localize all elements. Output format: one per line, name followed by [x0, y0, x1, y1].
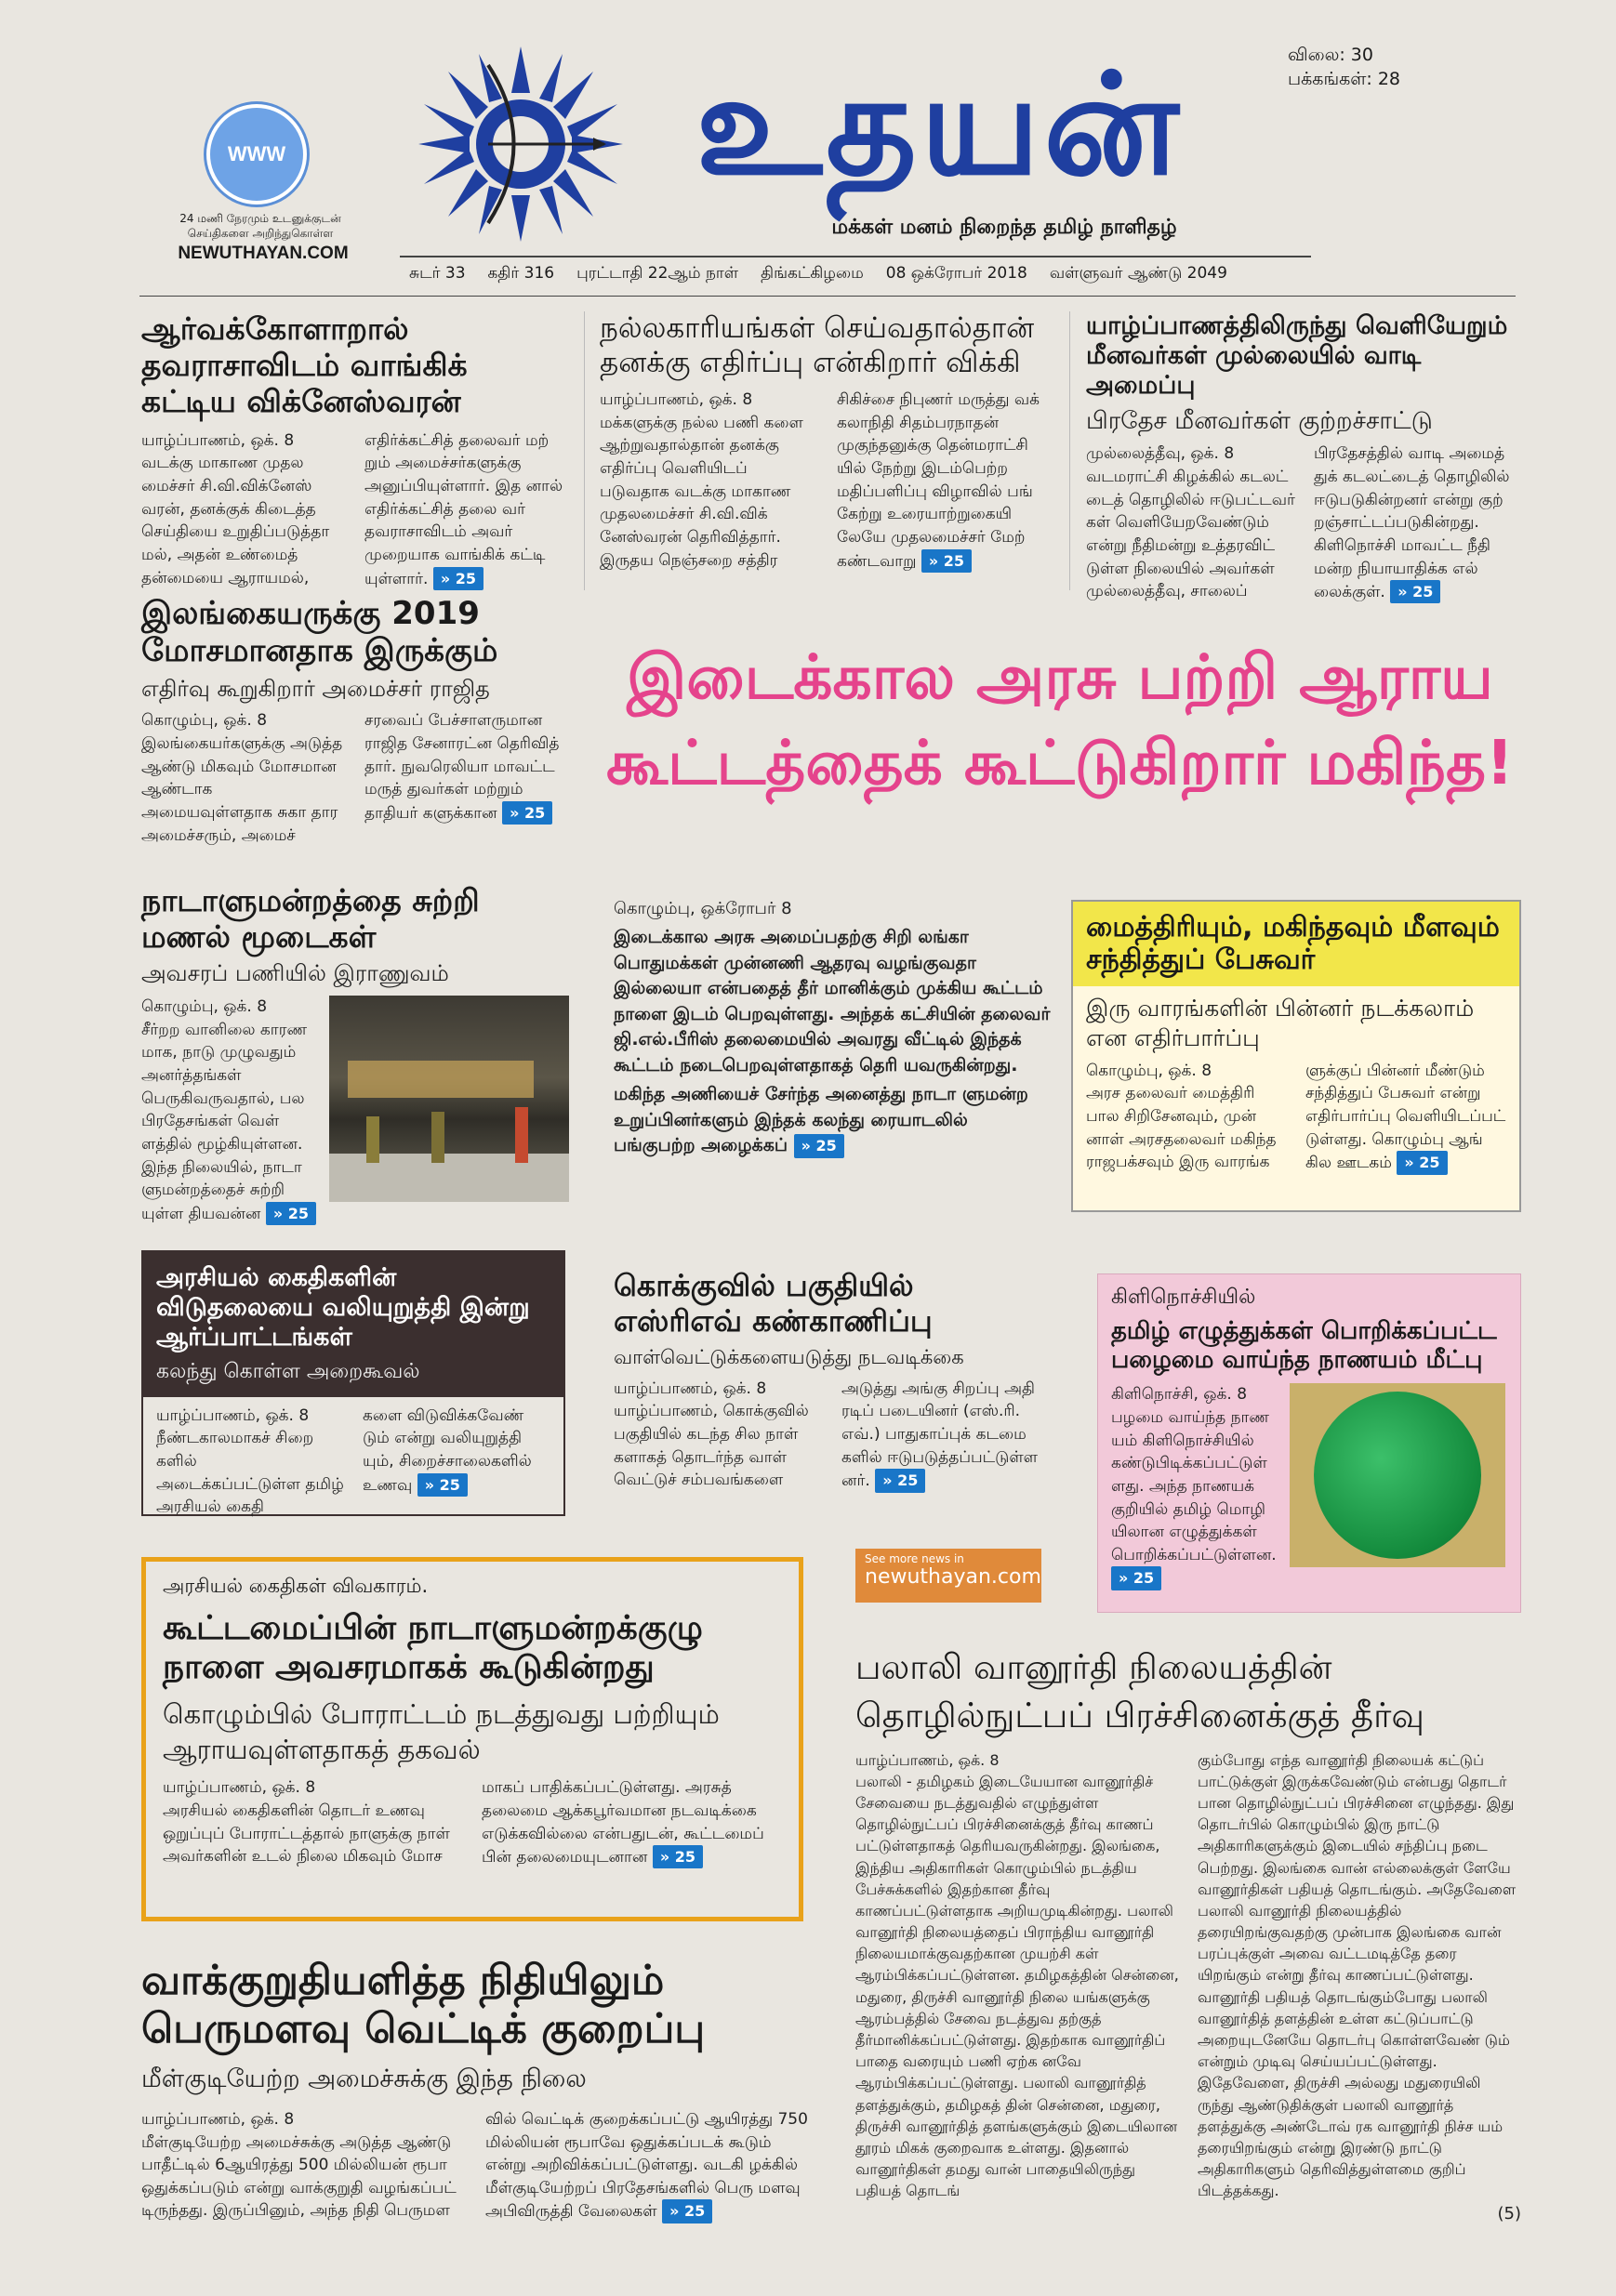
headline[interactable]: யாழ்ப்பாணத்திலிருந்து வெளியேறும் மீனவர்கள் முல்லையில் வாடி அமைப்பு — [1086, 311, 1508, 400]
subhead: அவசரப் பணியில் இராணுவம் — [141, 959, 449, 986]
story-2019 — [141, 595, 569, 847]
headline[interactable]: நல்லகாரியங்கள் செய்வதால்தான் தனக்கு எதிர்ப்பு என்கிறார் விக்கி — [600, 311, 1035, 379]
lead-headline-line1: இடைக்கால அரசு பற்றி ஆராய — [627, 641, 1493, 713]
story-palaly — [855, 1643, 1521, 2226]
subhead: வாள்வெட்டுக்களையடுத்து நடவடிக்கை — [614, 1345, 964, 1368]
headline[interactable]: அரசியல் கைதிகளின் விடுதலையை வலியுறுத்தி இன்று ஆர்ப்பாட்டங்கள் — [156, 1263, 530, 1352]
story-col: கும்போது எந்த வானூர்தி நிலையக் கட்டுப் பாட்டுக்குள் இருக்கவேண்டும் என்பது தொடர் பான தொழில்நுட்பப் பிரச்சினை எழுந்தது. இது தொடர்பில் கொழும்பில் இரு நாட்டு அதிகாரிகளுக்கும் இடையில் சந்திப்பு நடை பெற்றது. இலங்கை வான் எல்லைக்குள் ளேயே வானூர்திகள் பதியத் தொடங்கும். அதேவேளை பலாலி வானூர்தி நிலையத்தில் தரையிறங்குவதற்கு முன்பாக இலங்கை வான் பரப்புக்குள் அவை வட்டமடித்தே தரை யிறங்கும் என்று தீர்வு காணப்பட்டுள்ளது. வானூர்தி பதியத் தொடங்கும்போது பலாலி வானூர்தித் தளத்தின் உள்ள கட்டுப்பாட்டு அறையுடனேயே தொடர்பு கொள்ளவேண் டும் என்றும் முடிவு செய்யப்பட்டுள்ளது. இதேவேளை, திருச்சி அல்லது மதுரையிலி ருந்து ஆண்டுதிக்குள் பலாலி வானூர்த் தளத்துக்கு அண்டோவ் ரக வானூர்தி நிச்ச யம் தரையிறங்கும் என்று இரண்டு நாட்டு அதிகாரிகளும் தெரிவித்துள்ளமை குறிப் பிடத்தக்கது. (5) — [1198, 1749, 1521, 2226]
lead-para: மகிந்த அணியைச் சேர்ந்த அனைத்து நாடா ளுமன்ற உறுப்பினர்களும் இந்தக் கலந்து ரையாடலில் பங்குபற்ற அழைக்கப் » 25 — [614, 1082, 1051, 1159]
story-col: வில் வெட்டிக் குறைக்கப்பட்டு ஆயிரத்து 750 மில்லியன் ரூபாவே ஒதுக்கப்படக் கூடும் என்று அறிவிக்கப்பட்டுள்ளது. வடகி ழக்கில் மீள்குடியேற்றப் பிரதேசங்களில் பெரு மளவு அபிவிருத்தி வேலைகள் » 25 — [485, 2108, 811, 2223]
story-maithiri — [1071, 900, 1521, 1212]
story-col: யாழ்ப்பாணம், ஒக். 8 அரசியல் கைதிகளின் தொடர் உணவு ஒறுப்புப் போராட்டத்தால் நாளுக்கு நாள் அவர்களின் உடல் நிலை மிகவும் மோச — [163, 1778, 450, 1867]
dark-header — [143, 1252, 563, 1397]
price: விலை: 30 — [1288, 45, 1373, 65]
continued-button[interactable]: » 25 — [502, 801, 552, 825]
lead-para: இடைக்கால அரசு அமைப்பதற்கு சிறி லங்கா பொதுமக்கள் முன்னணி ஆதரவு வழங்குவதா இல்லையா என்பதைத் தீர் மானிக்கும் முக்கிய கூட்டம் நாளை இடம் பெறவுள்ளது. அந்தக் கட்சியின் தலைவர் ஜி.எல்.பீரிஸ் தலைமையில் அவரது வீட்டில் இந்தக் கூட்டம் நடைபெறவுள்ளதாகத் தெரி யவருகின்றது. — [614, 927, 1051, 1075]
lead-story — [614, 897, 1051, 1159]
yellow-header — [1073, 902, 1519, 986]
story-prisoners-protest — [141, 1250, 565, 1516]
story-col: யாழ்ப்பாணம், ஒக். 8 யாழ்ப்பாணம், கொக்குவில் பகுதியில் கடந்த சில நாள் களாகத் தொடர்ந்த வாள் வெட்டுச் சம்பவங்களை — [614, 1379, 809, 1490]
subhead: இரு வாரங்களின் பின்னர் நடக்கலாம் என எதிர்பார்ப்பு — [1086, 994, 1475, 1052]
kicker: கிளிநொச்சியில் — [1111, 1286, 1256, 1309]
dateline-item: திங்கட்கிழமை — [761, 264, 864, 283]
story-vigneswaran — [141, 311, 569, 590]
continued-button[interactable]: » 25 — [875, 1469, 925, 1492]
story-vikki — [600, 311, 1055, 573]
sun-emblem-icon — [400, 37, 642, 251]
story-sandbags — [141, 883, 569, 1225]
story-body: கொழும்பு, ஒக். 8 சீர்றற வானிலை காரண மாக, நாடு முழுவதும் அனர்த்தங்கள் பெருகிவருவதால், பல பிரதேசங்கள் வெள் ளத்தில் மூழ்கியுள்ளன. இந்த நிலையில், நாடா ளுமன்றத்தைச் சுற்றி யுள்ள தியவன்ன » 25 — [141, 996, 318, 1225]
story-col: ளுக்குப் பின்னர் மீண்டும் சந்தித்துப் பேசுவர் என்று எதிர்பார்ப்பு வெளியிடப்பட் டுள்ளது. கொழும்பு ஆங் கில ஊடகம் » 25 — [1305, 1060, 1506, 1175]
story-col: யாழ்ப்பாணம், ஒக். 8 பலாலி - தமிழகம் இடையேயான வானூர்திச் சேவையை நடத்துவதில் எழுந்துள்ள தொழில்நுட்பப் பிரச்சினைக்குத் தீர்வு காணப் பட்டுள்ளதாகத் தெரியவருகின்றது. இலங்கை, இந்திய அதிகாரிகள் கொழும்பில் நடத்திய பேச்சுக்களில் இதற்கான தீர்வு காணப்பட்டுள்ளதாக அறியமுடிகின்றது. பலாலி வானூர்தி நிலையத்தைப் பிராந்திய வானூர்தி நிலையமாக்குவதற்கான முயற்சி கள் ஆரம்பிக்கப்பட்டுள்ளன. தமிழகத்தின் சென்னை, மதுரை, திருச்சி வானூர்தி நிலை யங்களுக்கு ஆரம்பத்தில் சேவை நடத்துவ தற்குத் தீர்மானிக்கப்பட்டுள்ளது. இதற்காக வானூர்திப் பாதை வரையும் பணி ஏற்க னவே ஆரம்பிக்கப்பட்டுள்ளது. பலாலி வானூர்தித் தளத்துக்கும், தமிழகத் தின் சென்னை, மதுரை, திருச்சி வானூர்தித் தளங்களுக்கும் இடையிலான தூரம் மிகக் குறைவாக உள்ளது. இதனால் வானூர்திகள் தமது வான் பாதையிலிருந்து பதியத் தொடங் — [855, 1750, 1179, 2200]
dateline-item: கதிர் 316 — [487, 264, 555, 283]
story-col: கொழும்பு, ஒக். 8 அரச தலைவர் மைத்திரி பால சிறிசேனவும், முன் னாள் அரசதலைவர் மகிந்த ராஜபக்சவும் இரு வாரங்க — [1086, 1061, 1277, 1172]
story-col: யாழ்ப்பாணம், ஒக். 8 நீண்டகாலமாகச் சிறை களில் அடைக்கப்பட்டுள்ள தமிழ் அரசியல் கைதி — [156, 1405, 344, 1517]
headline[interactable]: கூட்டமைப்பின் நாடாளுமன்றக்குழு நாளை அவசரமாகக் கூடுகின்றது — [163, 1609, 703, 1687]
story-col: கொழும்பு, ஒக். 8 இலங்கையர்களுக்கு அடுத்த ஆண்டு மிகவும் மோசமான ஆண்டாக அமையவுள்ளதாக சுகா தார அமைச்சரும், அமைச் — [141, 711, 343, 845]
story-col: அடுத்து அங்கு சிறப்பு அதி ரடிப் படையினர் (எஸ்.ரி. எவ்.) பாதுகாப்புக் கடமை களில் ஈடுபடுத்தப்பட்டுள்ள னர். » 25 — [841, 1378, 1051, 1493]
dateline-item: வள்ளுவர் ஆண்டு 2049 — [1049, 264, 1227, 283]
story-col: மாகப் பாதிக்கப்பட்டுள்ளது. அரசுத் தலைமை ஆக்கபூர்வமான நடவடிக்கை எடுக்கவில்லை என்பதுடன், கூட்டமைப் பின் தலைமையுடனான » 25 — [482, 1776, 782, 1869]
story-col: எதிர்க்கட்சித் தலைவர் மற் றும் அமைச்சர்களுக்கு அனுப்பியுள்ளார். இத னால் எதிர்க்கட்சித் தலை வர் தவராசாவிடம் அவர் முறையாக வாங்கிக் கட்டி யுள்ளார். » 25 — [364, 429, 569, 590]
story-body: கிளிநொச்சி, ஒக். 8 பழமை வாய்ந்த நாண யம் கிளிநொச்சியில் கண்டுபிடிக்கப்பட்டுள் ளது. அந்த நாணயக் குறியில் தமிழ் மொழி யிலான எழுத்துக்கள் பொறிக்கப்பட்டுள்ளன. » 25 — [1111, 1383, 1278, 1590]
lead-headline-line2: கூட்டத்தைக் கூட்டுகிறார் மகிந்த! — [605, 726, 1515, 798]
subhead: எதிர்வு கூறுகிறார் அமைச்சர் ராஜித — [141, 676, 490, 703]
continued-button[interactable]: » 25 — [653, 1845, 703, 1868]
continued-button[interactable]: » 25 — [1397, 1151, 1447, 1174]
dateline-item: சுடர் 33 — [409, 264, 466, 283]
kicker: அரசியல் கைதிகள் விவகாரம். — [163, 1575, 429, 1597]
story-col: யாழ்ப்பாணம், ஒக். 8 மக்களுக்கு நல்ல பணி களை ஆற்றுவதால்தான் தனக்கு எதிர்ப்பு வெளியிடப் படுவதாக வடக்கு மாகாண முதலமைச்சர் சி.வி.விக் னேஸ்வரன் தெரிவித்தார். இருதய நெஞ்சறை சத்திர — [600, 390, 803, 570]
continued-button[interactable]: » 25 — [1111, 1566, 1161, 1590]
www-globe-icon — [206, 104, 307, 205]
story-col: யாழ்ப்பாணம், ஒக். 8 வடக்கு மாகாண முதல மைச்சர் சி.வி.விக்னேஸ் வரன், தனக்குக் கிடைத்த செய்தியை உறுதிப்படுத்தா மல், அதன் உண்மைத் தன்மையை ஆராயமல், — [141, 430, 330, 587]
promo-line2: newuthayan.com — [865, 1565, 1041, 1589]
dateline-item: புரட்டாதி 22ஆம் நாள் — [576, 264, 739, 283]
story-col: சிகிச்சை நிபுணர் மருத்து வக் கலாநிதி சிதம்பரநாதன் முகுந்தனுக்கு தென்மராட்சி யில் நேற்று இடம்பெற்ற மதிப்பளிப்பு விழாவில் பங் கேற்று உரையாற்றுகையி லேயே முதலமைச்சர் மேற் கண்டவாறு » 25 — [837, 389, 1055, 573]
sandbags-photo — [329, 996, 569, 1202]
story-col: களை விடுவிக்கவேண் டும் என்று வலியுறுத்தி யும், சிறைச்சாலைகளில் உணவு » 25 — [363, 1405, 550, 1519]
coin-photo — [1290, 1383, 1505, 1567]
headline[interactable]: மைத்திரியும், மகிந்தவும் மீளவும் சந்தித்துப் பேசுவர் — [1086, 911, 1500, 977]
continued-button[interactable]: » 25 — [921, 549, 972, 573]
masthead-tagline: மக்கள் மனம் நிறைந்த தமிழ் நாளிதழ் — [831, 216, 1177, 239]
headline[interactable]: ஆர்வக்கோளாறால் தவராசாவிடம் வாங்கிக் கட்டிய விக்னேஸ்வரன் — [141, 310, 468, 419]
lead-headline[interactable] — [595, 641, 1525, 799]
subhead: கொழும்பில் போராட்டம் நடத்துவது பற்றியும் ஆராயவுள்ளதாகத் தகவல் — [163, 1697, 720, 1765]
story-fishermen — [1086, 311, 1523, 604]
story-coin — [1097, 1273, 1521, 1613]
story-col: சரவைப் பேச்சாளருமான ராஜித சேனாரட்ன தெரிவித் தார். நுவரெலியா மாவட்ட மருத் துவர்கள் மற்றும் தாதியர் களுக்கான » 25 — [364, 709, 569, 847]
story-col: பிரதேசத்தில் வாடி அமைத் துக் கடலட்டைத் தொழிலில் ஈடுபடுகின்றனர் என்று குற் றஞ்சாட்டப்படுகின்றது. கிளிநொச்சி மாவட்ட நீதி மன்ற நியாயாதிக்க எல் லைக்குள். » 25 — [1314, 442, 1523, 603]
subhead: கலந்து கொள்ள அறைகூவல் — [156, 1359, 420, 1383]
story-col: முல்லைத்தீவு, ஒக். 8 வடமராட்சி கிழக்கில் கடலட் டைத் தொழிலில் ஈடுபட்டவர் கள் வெளியேறவேண்டும் என்று நீதிமன்று உத்தரவிட் டுள்ள நிலையில் அவர்கள் முல்லைத்தீவு, சாலைப் — [1086, 444, 1295, 601]
continued-button[interactable]: » 25 — [433, 567, 483, 590]
dateline — [409, 264, 1311, 284]
masthead — [0, 0, 1616, 297]
subhead: மீள்குடியேற்ற அமைச்சுக்கு இந்த நிலை — [141, 2064, 587, 2093]
continued-button[interactable]: » 25 — [662, 2199, 712, 2223]
lead-dateline: கொழும்பு, ஒக்ரோபர் 8 — [614, 899, 792, 918]
masthead-title: உதயன் — [695, 45, 1183, 206]
website-link[interactable]: NEWUTHAYAN.COM — [178, 244, 349, 263]
story-col: யாழ்ப்பாணம், ஒக். 8 மீள்குடியேற்ற அமைச்சுக்கு அடுத்த ஆண்டு பாதீட்டில் 6ஆயிரத்து 500 மில்லியன் ரூபா ஒதுக்கப்படும் என்று வாக்குறுதி வழங்கப்பட் டிருந்தது. இருப்பினும், அந்த நிதி பெருமள — [141, 2109, 457, 2221]
headline[interactable]: வாக்குறுதியளித்த நிதியிலும் பெருமளவு வெட்டிக் குறைப்பு — [141, 1957, 706, 2052]
promo-banner[interactable] — [855, 1549, 1041, 1603]
headline[interactable]: தமிழ் எழுத்துக்கள் பொறிக்கப்பட்ட பழைமை வாய்ந்த நாணயம் மீட்பு — [1111, 1317, 1497, 1374]
headline[interactable]: பலாலி வானூர்தி நிலையத்தின் தொழில்நுட்பப் பிரச்சினைக்குத் தீர்வு — [855, 1647, 1424, 1735]
headline[interactable]: இலங்கையருக்கு 2019 மோசமானதாக இருக்கும் — [141, 595, 498, 670]
page-count: பக்கங்கள்: 28 — [1288, 69, 1401, 89]
subhead: பிரதேச மீனவர்கள் குற்றச்சாட்டு — [1086, 406, 1433, 435]
web-note: 24 மணி நேரமும் உடனுக்குடன் செய்திகளை அறிந்துகொள்ள — [179, 212, 341, 240]
story-funds-cut — [141, 1957, 811, 2223]
headline[interactable]: நாடாளுமன்றத்தை சுற்றி மணல் மூடைகள் — [141, 882, 480, 955]
continued-button[interactable]: » 25 — [794, 1134, 844, 1157]
column-divider — [584, 311, 585, 590]
continued-button[interactable]: » 25 — [1390, 580, 1440, 603]
dateline-item: 08 ஒக்ரோபர் 2018 — [885, 264, 1027, 283]
www-label: WWW — [227, 142, 286, 165]
continued-button[interactable]: » 25 — [266, 1202, 316, 1225]
promo-line1: See more news in — [865, 1552, 964, 1565]
story-kokkuvil — [614, 1269, 1051, 1493]
column-divider — [1069, 311, 1070, 590]
page-number: (5) — [1497, 2203, 1521, 2223]
headline[interactable]: கொக்குவில் பகுதியில் எஸ்ரிஎவ் கண்காணிப்பு — [614, 1268, 933, 1339]
continued-button[interactable]: » 25 — [417, 1473, 468, 1497]
dateline-rule — [400, 256, 1311, 257]
story-tna-meeting — [141, 1557, 803, 1921]
dateline-rule-bottom — [139, 296, 1516, 297]
